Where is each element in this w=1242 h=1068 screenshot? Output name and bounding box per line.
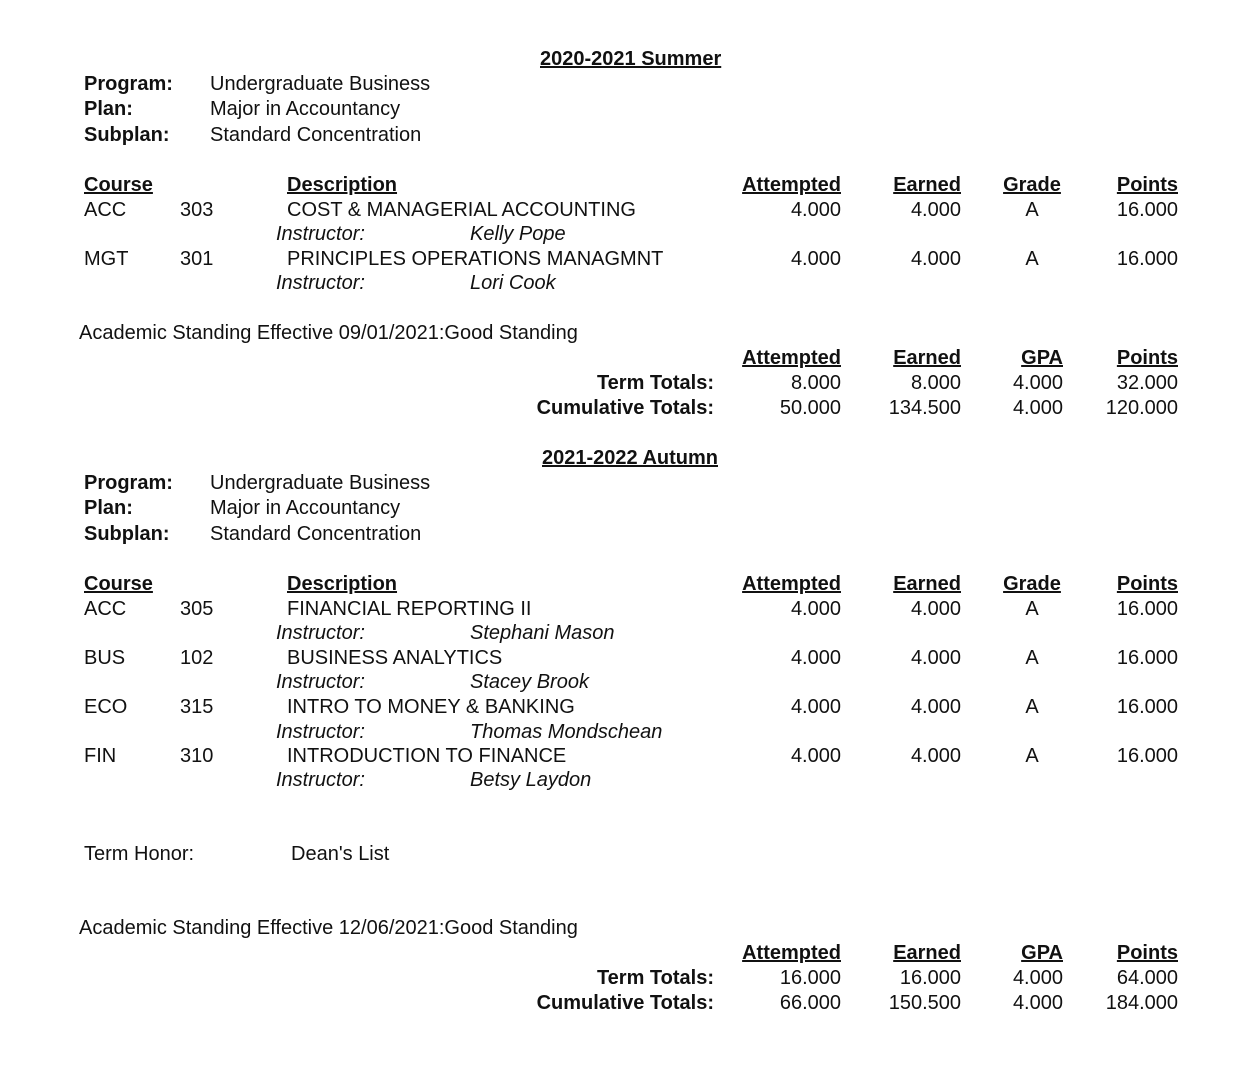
program-label: Program: <box>84 472 173 494</box>
course-points: 16.000 <box>1116 248 1178 270</box>
cumulative-totals-label: Cumulative Totals: <box>536 397 714 419</box>
instructor-name: Stephani Mason <box>470 622 615 644</box>
course-points: 16.000 <box>1116 647 1178 669</box>
term-totals-points: 64.000 <box>1116 967 1178 989</box>
cumulative-totals-attempted: 66.000 <box>779 992 841 1014</box>
attempted-header: Attempted <box>742 573 841 595</box>
totals-earned-header: Earned <box>893 942 961 964</box>
term-title: 2020-2021 Summer <box>540 48 722 70</box>
course-description: INTRO TO MONEY & BANKING <box>287 696 575 718</box>
course-earned: 4.000 <box>910 248 961 270</box>
cumulative-totals-gpa: 4.000 <box>1012 397 1063 419</box>
course-subject: ECO <box>84 696 128 718</box>
instructor-label: Instructor: <box>276 769 365 791</box>
cumulative-totals-points: 184.000 <box>1105 992 1178 1014</box>
term-totals-label: Term Totals: <box>596 967 714 989</box>
course-points: 16.000 <box>1116 696 1178 718</box>
grade-header: Grade <box>1003 174 1061 196</box>
program-value: Undergraduate Business <box>210 73 431 95</box>
term-totals-gpa: 4.000 <box>1012 967 1063 989</box>
instructor-name: Betsy Laydon <box>470 769 592 791</box>
course-grade: A <box>1025 199 1039 221</box>
instructor-label: Instructor: <box>276 622 365 644</box>
course-attempted: 4.000 <box>790 598 841 620</box>
course-number: 315 <box>180 696 214 718</box>
plan-label: Plan: <box>84 98 133 120</box>
course-description: PRINCIPLES OPERATIONS MANAGMNT <box>287 248 664 270</box>
cumulative-totals-label: Cumulative Totals: <box>536 992 714 1014</box>
term-honor-label: Term Honor: <box>84 843 195 865</box>
course-earned: 4.000 <box>910 745 961 767</box>
course-subject: MGT <box>84 248 129 270</box>
course-header: Course <box>84 174 153 196</box>
course-points: 16.000 <box>1116 745 1178 767</box>
term-totals-points: 32.000 <box>1116 372 1178 394</box>
course-subject: ACC <box>84 199 127 221</box>
plan-label: Plan: <box>84 497 133 519</box>
description-header: Description <box>287 573 398 595</box>
course-description: BUSINESS ANALYTICS <box>287 647 503 669</box>
course-grade: A <box>1025 248 1039 270</box>
points-header: Points <box>1116 174 1178 196</box>
term-title: 2021-2022 Autumn <box>542 447 718 469</box>
course-subject: ACC <box>84 598 127 620</box>
plan-value: Major in Accountancy <box>210 497 401 519</box>
description-header: Description <box>287 174 398 196</box>
course-attempted: 4.000 <box>790 248 841 270</box>
course-grade: A <box>1025 696 1039 718</box>
course-grade: A <box>1025 647 1039 669</box>
instructor-label: Instructor: <box>276 721 365 743</box>
term-totals-attempted: 16.000 <box>779 967 841 989</box>
instructor-label: Instructor: <box>276 272 365 294</box>
course-points: 16.000 <box>1116 598 1178 620</box>
course-attempted: 4.000 <box>790 745 841 767</box>
course-subject: FIN <box>84 745 117 767</box>
academic-standing: Academic Standing Effective 12/06/2021:Good Standing <box>79 917 578 939</box>
cumulative-totals-earned: 134.500 <box>888 397 961 419</box>
cumulative-totals-points: 120.000 <box>1105 397 1178 419</box>
term-honor-value: Dean's List <box>291 843 390 865</box>
totals-earned-header: Earned <box>893 347 961 369</box>
course-number: 310 <box>180 745 214 767</box>
attempted-header: Attempted <box>742 174 841 196</box>
course-attempted: 4.000 <box>790 199 841 221</box>
points-header: Points <box>1116 573 1178 595</box>
subplan-value: Standard Concentration <box>210 124 422 146</box>
course-earned: 4.000 <box>910 598 961 620</box>
instructor-name: Thomas Mondschean <box>470 721 663 743</box>
term-totals-earned: 8.000 <box>910 372 961 394</box>
course-grade: A <box>1025 598 1039 620</box>
cumulative-totals-gpa: 4.000 <box>1012 992 1063 1014</box>
totals-gpa-header: GPA <box>1021 942 1063 964</box>
grade-header: Grade <box>1003 573 1061 595</box>
instructor-label: Instructor: <box>276 671 365 693</box>
course-points: 16.000 <box>1116 199 1178 221</box>
academic-standing: Academic Standing Effective 09/01/2021:Good Standing <box>79 322 578 344</box>
course-earned: 4.000 <box>910 199 961 221</box>
instructor-label: Instructor: <box>276 223 365 245</box>
subplan-label: Subplan: <box>84 523 170 545</box>
course-subject: BUS <box>84 647 126 669</box>
course-description: INTRODUCTION TO FINANCE <box>287 745 567 767</box>
program-value: Undergraduate Business <box>210 472 431 494</box>
course-header: Course <box>84 573 153 595</box>
instructor-name: Lori Cook <box>470 272 556 294</box>
subplan-label: Subplan: <box>84 124 170 146</box>
term-totals-earned: 16.000 <box>899 967 961 989</box>
totals-attempted-header: Attempted <box>742 942 841 964</box>
course-description: FINANCIAL REPORTING II <box>287 598 532 620</box>
course-number: 303 <box>180 199 214 221</box>
term-totals-gpa: 4.000 <box>1012 372 1063 394</box>
cumulative-totals-attempted: 50.000 <box>779 397 841 419</box>
cumulative-totals-earned: 150.500 <box>888 992 961 1014</box>
course-earned: 4.000 <box>910 696 961 718</box>
instructor-name: Kelly Pope <box>470 223 566 245</box>
plan-value: Major in Accountancy <box>210 98 401 120</box>
course-grade: A <box>1025 745 1039 767</box>
course-description: COST & MANAGERIAL ACCOUNTING <box>287 199 636 221</box>
course-number: 102 <box>180 647 214 669</box>
totals-points-header: Points <box>1116 942 1178 964</box>
course-attempted: 4.000 <box>790 696 841 718</box>
course-number: 305 <box>180 598 214 620</box>
totals-points-header: Points <box>1116 347 1178 369</box>
course-number: 301 <box>180 248 214 270</box>
course-attempted: 4.000 <box>790 647 841 669</box>
term-totals-label: Term Totals: <box>596 372 714 394</box>
earned-header: Earned <box>893 573 961 595</box>
instructor-name: Stacey Brook <box>470 671 589 693</box>
totals-gpa-header: GPA <box>1021 347 1063 369</box>
program-label: Program: <box>84 73 173 95</box>
course-earned: 4.000 <box>910 647 961 669</box>
totals-attempted-header: Attempted <box>742 347 841 369</box>
subplan-value: Standard Concentration <box>210 523 422 545</box>
earned-header: Earned <box>893 174 961 196</box>
term-totals-attempted: 8.000 <box>790 372 841 394</box>
